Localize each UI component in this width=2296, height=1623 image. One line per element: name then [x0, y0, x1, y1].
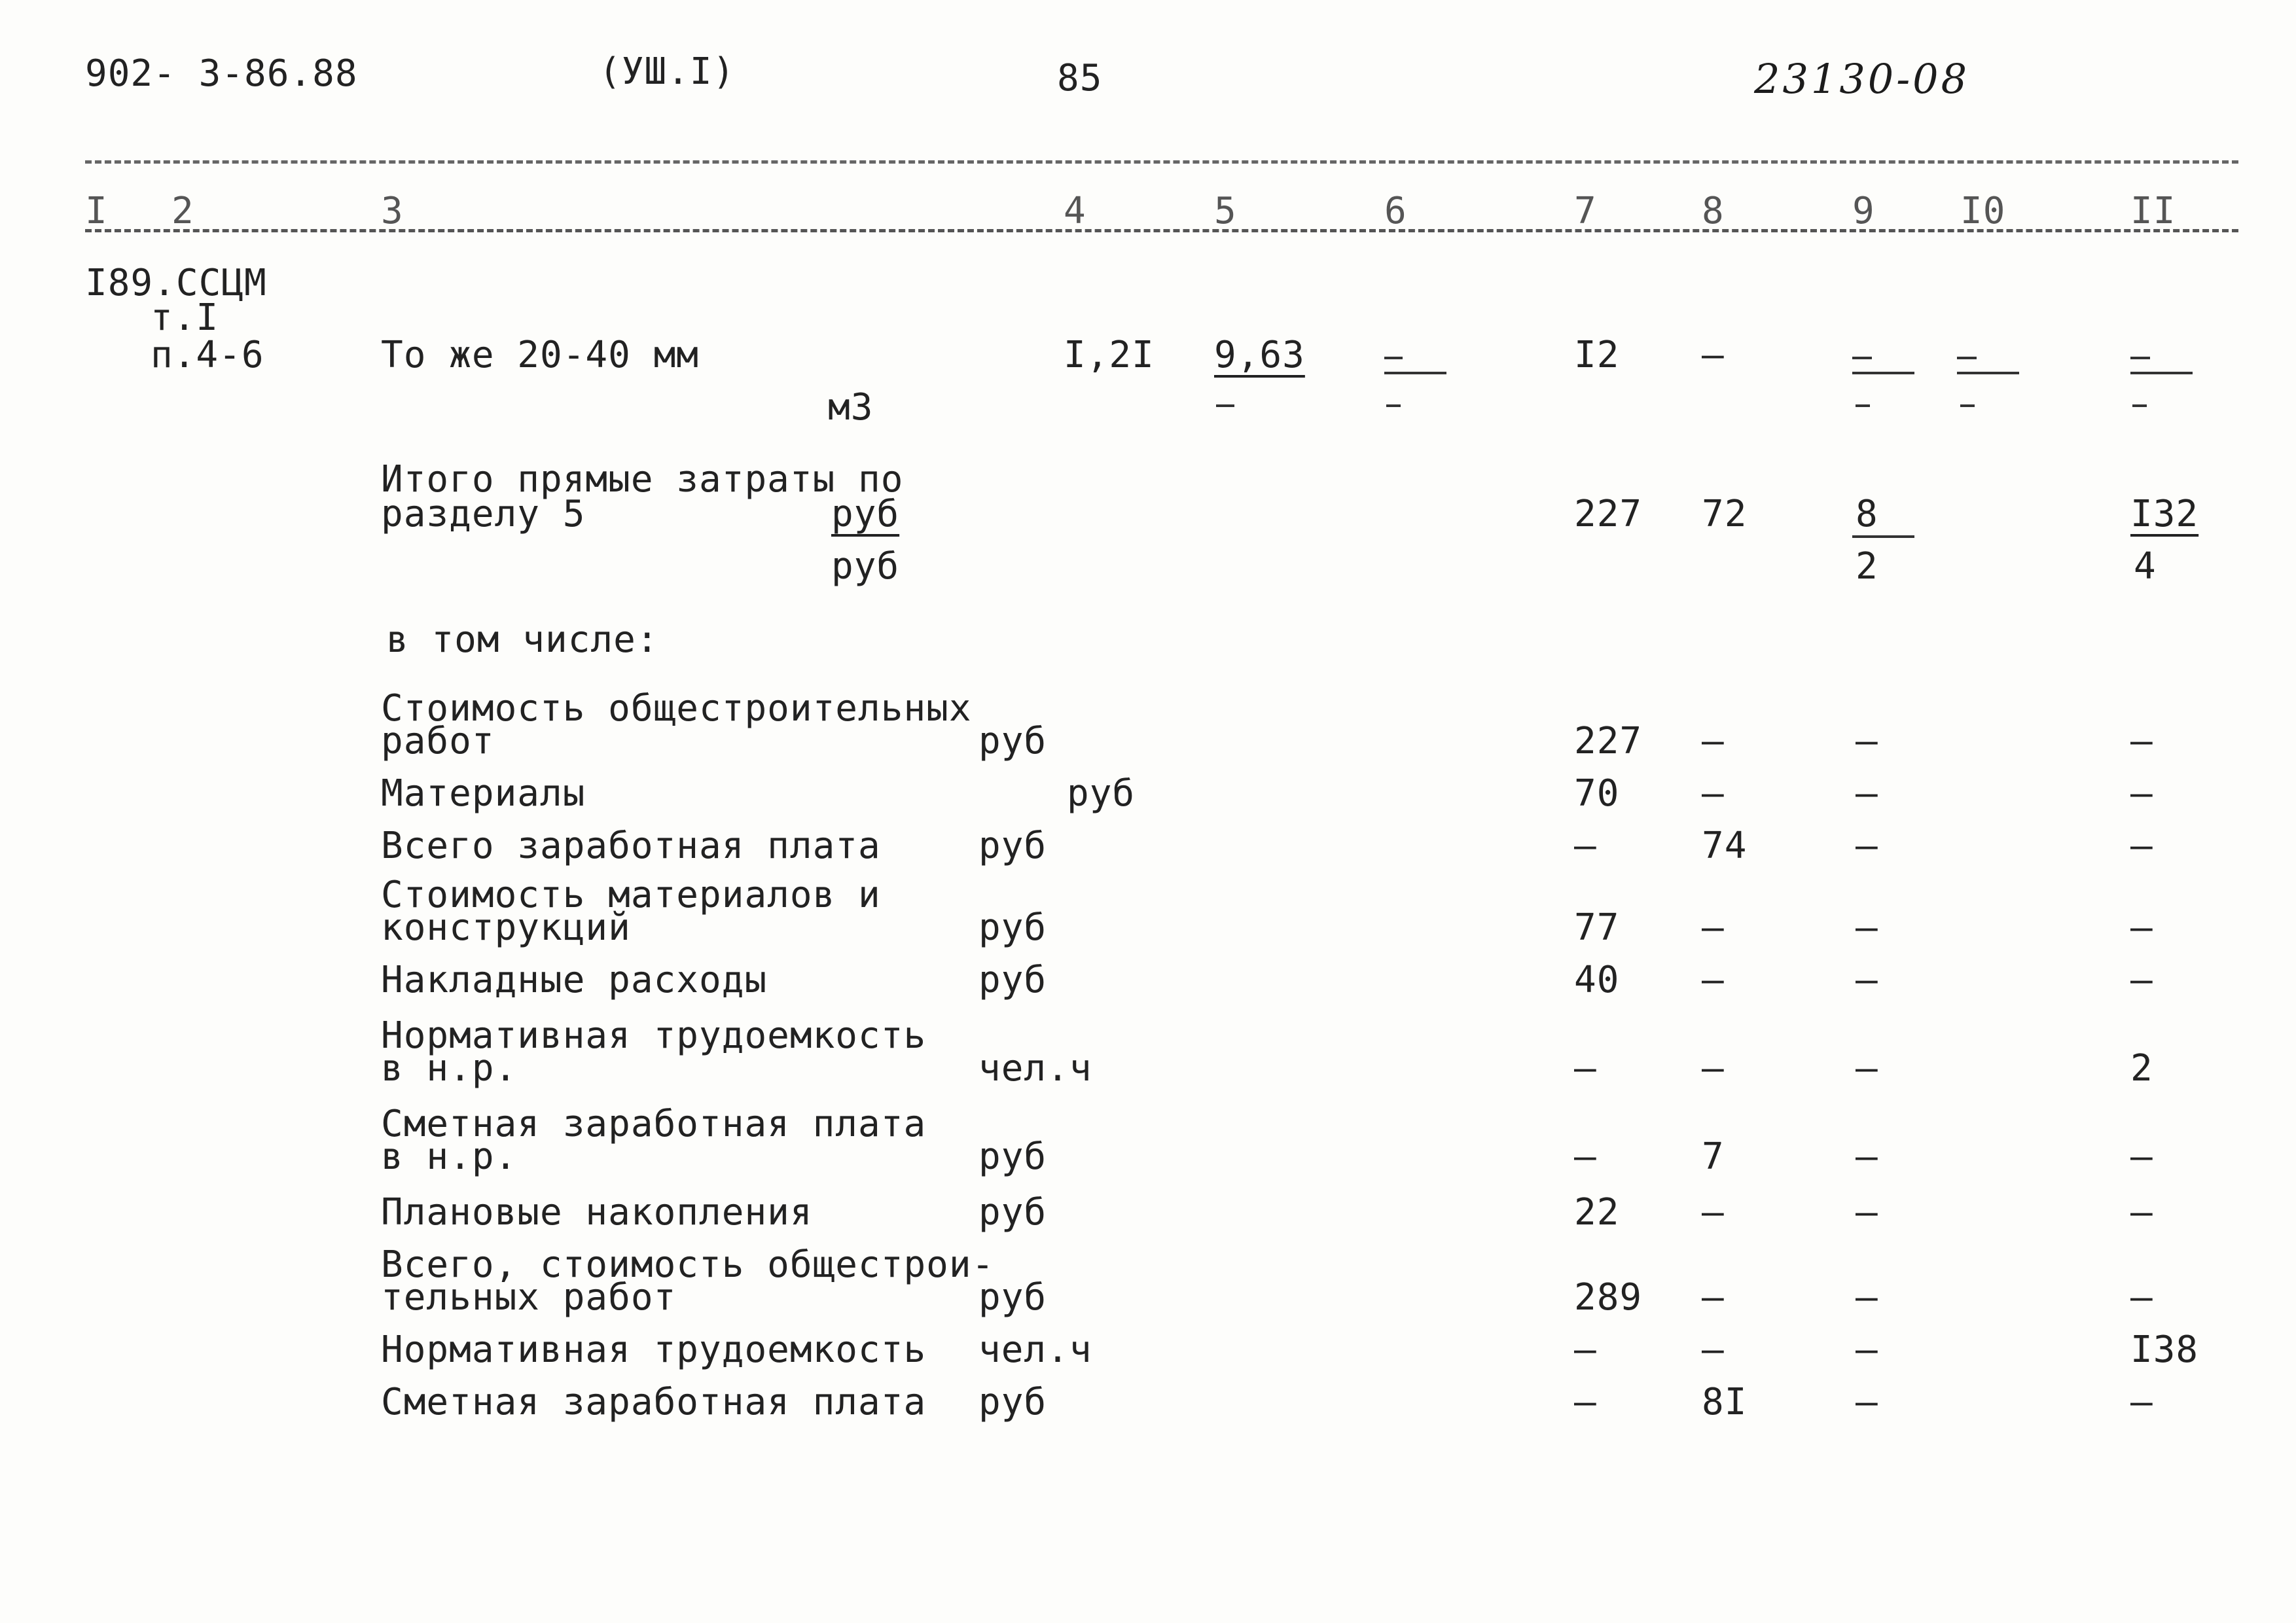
column-number: II [2130, 190, 2176, 232]
row-label-line2: работ [381, 720, 495, 762]
column-number: 9 [1852, 190, 1875, 232]
total-col9-top: 8 [1856, 493, 1878, 535]
row-label-line1: Сметная заработная плата [381, 1103, 927, 1145]
dash-mark [2130, 372, 2193, 374]
row-col8: – [1702, 1276, 1725, 1319]
dash-mark [1384, 372, 1446, 374]
row-label-line1: Нормативная трудоемкость [381, 1014, 927, 1057]
handwritten-stamp: 23130-08 [1754, 55, 1970, 103]
total-col11-top: I32 [2130, 493, 2199, 535]
entry-unit: м3 [828, 386, 874, 429]
row-col11: I38 [2130, 1329, 2199, 1371]
column-number: 6 [1384, 190, 1407, 232]
row-unit: руб [978, 1191, 1047, 1234]
row-col8: – [1702, 720, 1725, 762]
dash-mark [1957, 357, 1977, 359]
row-col7: 289 [1574, 1276, 1643, 1319]
row-col9: – [1856, 825, 1878, 867]
row-label-line1: Всего заработная плата [381, 825, 881, 867]
column-number: 5 [1214, 190, 1237, 232]
dash-mark [2132, 404, 2147, 407]
row-label-line1: Стоимость общестроительных [381, 687, 972, 730]
dash-mark [1856, 404, 1870, 407]
total-col8: 72 [1702, 493, 1748, 535]
dash-mark [1852, 357, 1872, 359]
page-number: 85 [1057, 57, 1103, 99]
row-col11: – [2130, 959, 2153, 1001]
row-col9: – [1856, 1276, 1878, 1319]
entry-item-ref: п.4-6 [151, 334, 264, 376]
row-col8: – [1702, 1191, 1725, 1234]
row-col7: 22 [1574, 1191, 1620, 1234]
row-col11: – [2130, 720, 2153, 762]
row-unit: чел.ч [978, 1047, 1092, 1090]
row-unit: руб [1067, 772, 1136, 815]
column-number: 4 [1064, 190, 1086, 232]
entry-col8: – [1702, 334, 1725, 376]
row-col9: – [1856, 906, 1878, 949]
dash-mark [1957, 372, 2019, 374]
row-unit: руб [978, 959, 1047, 1001]
row-col11: – [2130, 1276, 2153, 1319]
dash-mark [1216, 404, 1234, 407]
row-col9: – [1856, 959, 1878, 1001]
row-col8: 8I [1702, 1381, 1748, 1423]
entry-col7: I2 [1574, 334, 1620, 376]
row-label-line1: Сметная заработная плата [381, 1381, 927, 1423]
row-col8: – [1702, 1047, 1725, 1090]
column-number: 7 [1574, 190, 1597, 232]
row-label-line1: Нормативная трудоемкость [381, 1329, 927, 1371]
column-number: I0 [1960, 190, 2006, 232]
row-label-line1: Всего, стоимость общестрои- [381, 1243, 995, 1286]
row-col7: – [1574, 1381, 1597, 1423]
row-label-line1: Материалы [381, 772, 586, 815]
column-number: 2 [171, 190, 194, 232]
row-col11: – [2130, 1191, 2153, 1234]
row-col8: – [1702, 1329, 1725, 1371]
row-col9: – [1856, 720, 1878, 762]
total-col11-bottom: 4 [2134, 545, 2157, 588]
row-col11: – [2130, 906, 2153, 949]
row-col9: – [1856, 1381, 1878, 1423]
row-col7: – [1574, 825, 1597, 867]
total-col9-bottom: 2 [1856, 545, 1878, 588]
entry-col5: 9,63 [1214, 334, 1305, 376]
row-col7: 227 [1574, 720, 1643, 762]
row-col7: 70 [1574, 772, 1620, 815]
dash-mark [1960, 404, 1975, 407]
top-dashed-rule [85, 160, 2238, 164]
row-label-line1: Стоимость материалов и [381, 874, 881, 916]
dash-mark [1386, 404, 1401, 407]
total-unit-bottom: руб [831, 545, 900, 588]
row-unit: руб [978, 1381, 1047, 1423]
total-unit-top: руб [831, 493, 900, 535]
album-number: (УШ.I) [599, 50, 736, 93]
row-label-line1: Плановые накопления [381, 1191, 813, 1234]
row-unit: руб [978, 1276, 1047, 1319]
row-unit: руб [978, 1135, 1047, 1178]
row-unit: чел.ч [978, 1329, 1092, 1371]
row-col11: 2 [2130, 1047, 2153, 1090]
row-col11: – [2130, 772, 2153, 815]
row-col8: 7 [1702, 1135, 1725, 1178]
entry-col4: I,2I [1064, 334, 1155, 376]
row-col8: – [1702, 772, 1725, 815]
total-label-line1: Итого прямые затраты по [381, 458, 904, 501]
dash-mark [2130, 357, 2150, 359]
dash-mark [1852, 535, 1914, 538]
document-code: 902- 3-86.88 [85, 52, 358, 95]
row-col7: – [1574, 1135, 1597, 1178]
row-col7: 77 [1574, 906, 1620, 949]
including-label: в том числе: [386, 618, 659, 661]
entry-table-ref: т.I [151, 296, 219, 339]
column-header-dashed-rule [85, 229, 2238, 232]
dash-mark [1852, 372, 1914, 374]
row-unit: руб [978, 906, 1047, 949]
row-col9: – [1856, 1135, 1878, 1178]
row-col8: 74 [1702, 825, 1748, 867]
row-col8: – [1702, 959, 1725, 1001]
row-col7: – [1574, 1047, 1597, 1090]
row-unit: руб [978, 825, 1047, 867]
row-col11: – [2130, 825, 2153, 867]
row-col7: 40 [1574, 959, 1620, 1001]
entry-code: I89.ССЦМ [85, 262, 267, 304]
row-col11: – [2130, 1135, 2153, 1178]
row-col9: – [1856, 772, 1878, 815]
row-col11: – [2130, 1381, 2153, 1423]
row-label-line2: в н.р. [381, 1047, 518, 1090]
row-label-line1: Накладные расходы [381, 959, 768, 1001]
column-number: I [85, 190, 108, 232]
row-label-line2: в н.р. [381, 1135, 518, 1178]
total-col7: 227 [1574, 493, 1643, 535]
row-label-line2: конструкций [381, 906, 631, 949]
row-col9: – [1856, 1047, 1878, 1090]
row-col8: – [1702, 906, 1725, 949]
entry-name: То же 20-40 мм [381, 334, 700, 376]
column-number: 8 [1702, 190, 1725, 232]
row-col7: – [1574, 1329, 1597, 1371]
column-number: 3 [381, 190, 404, 232]
row-col9: – [1856, 1329, 1878, 1371]
total-label-line2: разделу 5 [381, 493, 586, 535]
row-col9: – [1856, 1191, 1878, 1234]
row-unit: руб [978, 720, 1047, 762]
dash-mark [1384, 357, 1403, 359]
row-label-line2: тельных работ [381, 1276, 677, 1319]
